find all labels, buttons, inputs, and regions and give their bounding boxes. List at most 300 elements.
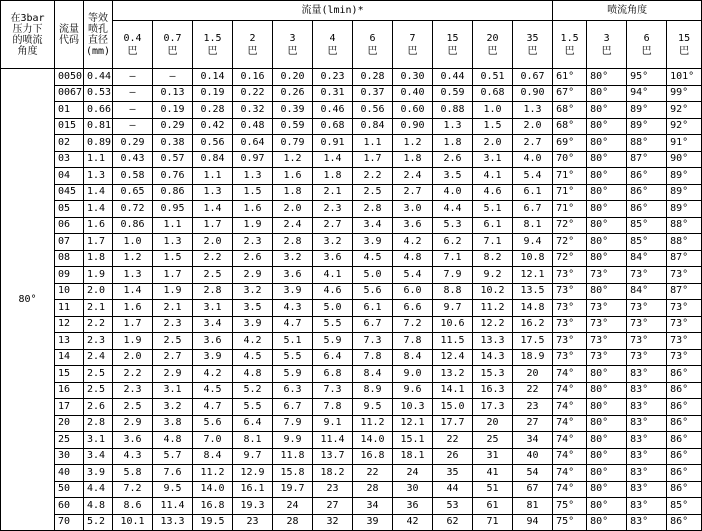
angle-cell: 80° bbox=[587, 283, 627, 300]
flow-cell: 1.5 bbox=[473, 118, 513, 135]
flow-cell: 6.7 bbox=[513, 201, 553, 218]
flow-cell: 24 bbox=[273, 498, 313, 515]
flow-cell: 0.38 bbox=[153, 135, 193, 152]
flow-cell: 11.5 bbox=[433, 333, 473, 350]
orifice-diameter-cell: 0.66 bbox=[84, 102, 113, 119]
flow-cell: 6.1 bbox=[513, 184, 553, 201]
orifice-diameter-cell: 1.7 bbox=[84, 234, 113, 251]
flow-cell: 6.7 bbox=[273, 399, 313, 416]
angle-cell: 80° bbox=[587, 498, 627, 515]
flow-cell: 4.2 bbox=[193, 366, 233, 383]
flow-cell: 2.5 bbox=[193, 267, 233, 284]
flow-cell: 16.8 bbox=[193, 498, 233, 515]
flow-cell: 0.20 bbox=[273, 69, 313, 86]
orifice-diameter-cell: 2.4 bbox=[84, 349, 113, 366]
angle-cell: 86° bbox=[667, 366, 702, 383]
flow-cell: 16.8 bbox=[353, 448, 393, 465]
angle-cell: 74° bbox=[553, 481, 587, 498]
flow-cell: 17.7 bbox=[433, 415, 473, 432]
header-flow-pressure: 0.4 巴 bbox=[113, 21, 153, 69]
angle-cell: 87° bbox=[667, 283, 702, 300]
flow-cell: 1.2 bbox=[113, 250, 153, 267]
flow-cell: 15.3 bbox=[473, 366, 513, 383]
flow-cell: 4.8 bbox=[233, 366, 273, 383]
flow-cell: 3.6 bbox=[193, 333, 233, 350]
angle-cell: 86° bbox=[627, 201, 667, 218]
flow-cell: 1.1 bbox=[193, 168, 233, 185]
flow-cell: 2.3 bbox=[113, 382, 153, 399]
angle-cell: 80° bbox=[587, 118, 627, 135]
angle-cell: 73° bbox=[587, 300, 627, 317]
angle-cell: 73° bbox=[667, 349, 702, 366]
flow-cell: 18.1 bbox=[393, 448, 433, 465]
orifice-diameter-cell: 5.2 bbox=[84, 514, 113, 531]
flow-cell: 4.5 bbox=[193, 382, 233, 399]
flow-cell: 27 bbox=[513, 415, 553, 432]
flow-code-cell: 05 bbox=[55, 201, 84, 218]
table-row bbox=[1, 201, 702, 218]
flow-cell: 2.5 bbox=[113, 399, 153, 416]
flow-cell: 0.16 bbox=[233, 69, 273, 86]
flow-cell: 9.1 bbox=[313, 415, 353, 432]
flow-code-cell: 07 bbox=[55, 234, 84, 251]
angle-cell: 71° bbox=[553, 201, 587, 218]
flow-cell: 2.9 bbox=[153, 366, 193, 383]
flow-cell: 7.6 bbox=[153, 465, 193, 482]
header-flow-pressure: 7 巴 bbox=[393, 21, 433, 69]
angle-cell: 92° bbox=[667, 102, 702, 119]
table-row bbox=[1, 366, 702, 383]
flow-cell: 26 bbox=[433, 448, 473, 465]
orifice-diameter-cell: 3.4 bbox=[84, 448, 113, 465]
flow-cell: 3.2 bbox=[313, 234, 353, 251]
flow-cell: 6.4 bbox=[313, 349, 353, 366]
flow-cell: 8.4 bbox=[193, 448, 233, 465]
angle-cell: 73° bbox=[553, 267, 587, 284]
orifice-diameter-cell: 1.1 bbox=[84, 151, 113, 168]
flow-cell: 9.4 bbox=[513, 234, 553, 251]
angle-cell: 68° bbox=[553, 118, 587, 135]
flow-cell: 2.8 bbox=[353, 201, 393, 218]
angle-cell: 84° bbox=[627, 283, 667, 300]
flow-cell: 0.29 bbox=[153, 118, 193, 135]
flow-cell: 16.3 bbox=[473, 382, 513, 399]
angle-cell: 83° bbox=[627, 415, 667, 432]
flow-cell: 0.59 bbox=[433, 85, 473, 102]
flow-cell: 0.28 bbox=[193, 102, 233, 119]
flow-cell: 5.5 bbox=[273, 349, 313, 366]
flow-code-cell: 17 bbox=[55, 399, 84, 416]
flow-cell: 2.3 bbox=[313, 201, 353, 218]
flow-cell: 1.3 bbox=[113, 267, 153, 284]
header-flow-pressure: 6 巴 bbox=[353, 21, 393, 69]
orifice-diameter-cell: 1.9 bbox=[84, 267, 113, 284]
angle-cell: 73° bbox=[553, 333, 587, 350]
flow-cell: 4.3 bbox=[113, 448, 153, 465]
angle-cell: 83° bbox=[627, 498, 667, 515]
flow-cell: 1.9 bbox=[153, 283, 193, 300]
flow-cell: 5.6 bbox=[193, 415, 233, 432]
flow-cell: 1.3 bbox=[233, 168, 273, 185]
flow-cell: 3.6 bbox=[113, 432, 153, 449]
table-row bbox=[1, 498, 702, 515]
flow-cell: 4.2 bbox=[393, 234, 433, 251]
flow-cell: 0.91 bbox=[313, 135, 353, 152]
flow-cell: 0.23 bbox=[313, 69, 353, 86]
flow-cell: 3.4 bbox=[193, 316, 233, 333]
table-row bbox=[1, 349, 702, 366]
flow-cell: 3.2 bbox=[233, 283, 273, 300]
angle-cell: 72° bbox=[553, 217, 587, 234]
angle-cell: 74° bbox=[553, 382, 587, 399]
flow-cell: 1.6 bbox=[113, 300, 153, 317]
flow-cell: 8.9 bbox=[353, 382, 393, 399]
angle-cell: 73° bbox=[587, 333, 627, 350]
table-row bbox=[1, 432, 702, 449]
flow-cell: 7.8 bbox=[353, 349, 393, 366]
flow-cell: 19.5 bbox=[193, 514, 233, 531]
flow-cell: 1.4 bbox=[193, 201, 233, 218]
header-angle-pressure: 15 巴 bbox=[667, 21, 702, 69]
flow-cell: 4.1 bbox=[473, 168, 513, 185]
flow-cell: 6.3 bbox=[273, 382, 313, 399]
flow-cell: 8.4 bbox=[393, 349, 433, 366]
angle-cell: 91° bbox=[667, 135, 702, 152]
table-row bbox=[1, 399, 702, 416]
flow-cell: – bbox=[113, 102, 153, 119]
angle-cell: 80° bbox=[587, 250, 627, 267]
flow-cell: 2.6 bbox=[433, 151, 473, 168]
flow-cell: 23 bbox=[233, 514, 273, 531]
flow-cell: 20 bbox=[513, 366, 553, 383]
flow-cell: 8.6 bbox=[113, 498, 153, 515]
flow-cell: 11.4 bbox=[313, 432, 353, 449]
flow-cell: 0.32 bbox=[233, 102, 273, 119]
flow-cell: 34 bbox=[353, 498, 393, 515]
flow-cell: 6.0 bbox=[393, 283, 433, 300]
flow-cell: 13.2 bbox=[433, 366, 473, 383]
orifice-diameter-cell: 1.4 bbox=[84, 184, 113, 201]
flow-cell: 15.0 bbox=[433, 399, 473, 416]
angle-cell: 74° bbox=[553, 366, 587, 383]
flow-cell: 3.4 bbox=[353, 217, 393, 234]
flow-cell: 1.8 bbox=[313, 168, 353, 185]
flow-cell: 10.3 bbox=[393, 399, 433, 416]
flow-cell: 7.1 bbox=[433, 250, 473, 267]
flow-cell: 12.9 bbox=[233, 465, 273, 482]
flow-cell: 2.1 bbox=[153, 300, 193, 317]
angle-cell: 80° bbox=[587, 399, 627, 416]
header-flow-pressure: 20 巴 bbox=[473, 21, 513, 69]
flow-code-cell: 16 bbox=[55, 382, 84, 399]
flow-cell: 0.37 bbox=[353, 85, 393, 102]
angle-cell: 69° bbox=[553, 135, 587, 152]
flow-cell: 42 bbox=[393, 514, 433, 531]
flow-cell: 3.5 bbox=[233, 300, 273, 317]
flow-cell: 5.1 bbox=[273, 333, 313, 350]
angle-cell: 80° bbox=[587, 135, 627, 152]
flow-cell: 0.60 bbox=[393, 102, 433, 119]
flow-code-cell: 20 bbox=[55, 415, 84, 432]
angle-cell: 80° bbox=[587, 514, 627, 531]
flow-cell: 3.9 bbox=[233, 316, 273, 333]
flow-cell: 0.30 bbox=[393, 69, 433, 86]
flow-cell: 18.2 bbox=[313, 465, 353, 482]
flow-cell: 0.86 bbox=[113, 217, 153, 234]
flow-cell: 7.1 bbox=[473, 234, 513, 251]
flow-cell: 10.1 bbox=[113, 514, 153, 531]
flow-code-cell: 03 bbox=[55, 151, 84, 168]
flow-cell: 1.2 bbox=[273, 151, 313, 168]
header-angle-pressure: 6 巴 bbox=[627, 21, 667, 69]
header-flow-pressure: 15 巴 bbox=[433, 21, 473, 69]
flow-cell: 0.28 bbox=[353, 69, 393, 86]
flow-code-cell: 10 bbox=[55, 283, 84, 300]
flow-cell: 0.13 bbox=[153, 85, 193, 102]
flow-cell: 0.26 bbox=[273, 85, 313, 102]
orifice-diameter-cell: 2.8 bbox=[84, 415, 113, 432]
header-flow-pressure: 0.7 巴 bbox=[153, 21, 193, 69]
flow-cell: 4.2 bbox=[233, 333, 273, 350]
flow-code-cell: 01 bbox=[55, 102, 84, 119]
flow-code-cell: 0067 bbox=[55, 85, 84, 102]
angle-cell: 83° bbox=[627, 448, 667, 465]
flow-cell: 44 bbox=[433, 481, 473, 498]
orifice-diameter-cell: 3.1 bbox=[84, 432, 113, 449]
angle-cell: 74° bbox=[553, 432, 587, 449]
flow-cell: 5.5 bbox=[313, 316, 353, 333]
flow-cell: 12.4 bbox=[433, 349, 473, 366]
angle-cell: 73° bbox=[587, 316, 627, 333]
flow-code-cell: 04 bbox=[55, 168, 84, 185]
angle-cell: 86° bbox=[667, 432, 702, 449]
flow-cell: 7.9 bbox=[433, 267, 473, 284]
flow-cell: 3.9 bbox=[193, 349, 233, 366]
flow-cell: 2.3 bbox=[233, 234, 273, 251]
flow-cell: 2.1 bbox=[313, 184, 353, 201]
flow-code-cell: 40 bbox=[55, 465, 84, 482]
flow-cell: 4.0 bbox=[433, 184, 473, 201]
angle-cell: 73° bbox=[553, 349, 587, 366]
flow-cell: 4.8 bbox=[153, 432, 193, 449]
flow-cell: 4.7 bbox=[273, 316, 313, 333]
flow-cell: 0.51 bbox=[473, 69, 513, 86]
flow-cell: 9.2 bbox=[473, 267, 513, 284]
flow-cell: 7.3 bbox=[313, 382, 353, 399]
flow-cell: 2.9 bbox=[233, 267, 273, 284]
angle-cell: 72° bbox=[553, 250, 587, 267]
angle-cell: 89° bbox=[667, 201, 702, 218]
flow-cell: 39 bbox=[353, 514, 393, 531]
flow-cell: 0.88 bbox=[433, 102, 473, 119]
flow-cell: 0.59 bbox=[273, 118, 313, 135]
angle-cell: 73° bbox=[553, 300, 587, 317]
angle-cell: 80° bbox=[587, 184, 627, 201]
flow-cell: 8.1 bbox=[233, 432, 273, 449]
flow-cell: 3.9 bbox=[353, 234, 393, 251]
angle-cell: 74° bbox=[553, 465, 587, 482]
table-row bbox=[1, 333, 702, 350]
flow-cell: 16.1 bbox=[233, 481, 273, 498]
flow-cell: 1.7 bbox=[193, 217, 233, 234]
angle-cell: 73° bbox=[667, 333, 702, 350]
flow-cell: 0.22 bbox=[233, 85, 273, 102]
angle-cell: 71° bbox=[553, 168, 587, 185]
flow-cell: 7.0 bbox=[193, 432, 233, 449]
table-row bbox=[1, 168, 702, 185]
flow-cell: 1.3 bbox=[433, 118, 473, 135]
flow-cell: 2.9 bbox=[113, 415, 153, 432]
flow-cell: 5.4 bbox=[393, 267, 433, 284]
angle-cell: 85° bbox=[627, 234, 667, 251]
angle-cell: 74° bbox=[553, 399, 587, 416]
angle-cell: 101° bbox=[667, 69, 702, 86]
table-row bbox=[1, 300, 702, 317]
header-angle-pressure: 1.5 巴 bbox=[553, 21, 587, 69]
flow-cell: 4.4 bbox=[433, 201, 473, 218]
flow-cell: 12.2 bbox=[473, 316, 513, 333]
flow-cell: 9.7 bbox=[233, 448, 273, 465]
flow-code-cell: 25 bbox=[55, 432, 84, 449]
flow-cell: 8.1 bbox=[513, 217, 553, 234]
angle-cell: 73° bbox=[553, 316, 587, 333]
flow-code-cell: 50 bbox=[55, 481, 84, 498]
flow-cell: 11.2 bbox=[473, 300, 513, 317]
flow-cell: 16.2 bbox=[513, 316, 553, 333]
flow-cell: 1.4 bbox=[313, 151, 353, 168]
flow-cell: 0.40 bbox=[393, 85, 433, 102]
angle-cell: 87° bbox=[627, 151, 667, 168]
flow-cell: 9.9 bbox=[273, 432, 313, 449]
flow-cell: 3.2 bbox=[273, 250, 313, 267]
angle-cell: 80° bbox=[587, 465, 627, 482]
flow-cell: 22 bbox=[353, 465, 393, 482]
flow-cell: 0.86 bbox=[153, 184, 193, 201]
flow-cell: 0.58 bbox=[113, 168, 153, 185]
flow-cell: 0.90 bbox=[393, 118, 433, 135]
angle-cell: 73° bbox=[667, 316, 702, 333]
flow-cell: 20 bbox=[473, 415, 513, 432]
flow-code-cell: 60 bbox=[55, 498, 84, 515]
angle-cell: 70° bbox=[553, 151, 587, 168]
angle-cell: 80° bbox=[587, 415, 627, 432]
flow-cell: 10.8 bbox=[513, 250, 553, 267]
orifice-diameter-cell: 1.3 bbox=[84, 168, 113, 185]
flow-cell: 7.3 bbox=[353, 333, 393, 350]
angle-cell: 86° bbox=[667, 481, 702, 498]
flow-cell: 5.3 bbox=[433, 217, 473, 234]
flow-cell: 0.29 bbox=[113, 135, 153, 152]
angle-cell: 80° bbox=[587, 481, 627, 498]
flow-cell: 23 bbox=[313, 481, 353, 498]
flow-cell: 5.4 bbox=[513, 168, 553, 185]
flow-cell: 5.9 bbox=[273, 366, 313, 383]
flow-cell: 61 bbox=[473, 498, 513, 515]
flow-cell: 10.6 bbox=[433, 316, 473, 333]
flow-cell: 5.6 bbox=[353, 283, 393, 300]
flow-cell: 0.19 bbox=[153, 102, 193, 119]
orifice-diameter-cell: 0.89 bbox=[84, 135, 113, 152]
flow-code-cell: 13 bbox=[55, 333, 84, 350]
header-flow-pressure: 35 巴 bbox=[513, 21, 553, 69]
flow-cell: 5.5 bbox=[233, 399, 273, 416]
angle-cell: 73° bbox=[667, 300, 702, 317]
flow-cell: 13.3 bbox=[153, 514, 193, 531]
orifice-diameter-cell: 3.9 bbox=[84, 465, 113, 482]
angle-cell: 86° bbox=[667, 415, 702, 432]
angle-cell: 80° bbox=[587, 201, 627, 218]
flow-cell: 5.7 bbox=[153, 448, 193, 465]
angle-cell: 86° bbox=[627, 168, 667, 185]
flow-cell: 1.0 bbox=[113, 234, 153, 251]
flow-cell: 1.0 bbox=[473, 102, 513, 119]
flow-code-cell: 14 bbox=[55, 349, 84, 366]
flow-cell: 2.2 bbox=[353, 168, 393, 185]
flow-cell: 5.8 bbox=[113, 465, 153, 482]
flow-cell: 1.7 bbox=[153, 267, 193, 284]
flow-cell: 3.2 bbox=[153, 399, 193, 416]
flow-cell: 5.9 bbox=[313, 333, 353, 350]
flow-cell: 2.4 bbox=[273, 217, 313, 234]
angle-cell: 86° bbox=[667, 465, 702, 482]
flow-cell: 2.4 bbox=[393, 168, 433, 185]
flow-code-cell: 06 bbox=[55, 217, 84, 234]
flow-cell: 4.5 bbox=[233, 349, 273, 366]
flow-cell: 4.6 bbox=[313, 283, 353, 300]
flow-cell: 0.56 bbox=[353, 102, 393, 119]
flow-cell: 6.2 bbox=[433, 234, 473, 251]
flow-cell: 27 bbox=[313, 498, 353, 515]
table-row bbox=[1, 184, 702, 201]
angle-cell: 80° bbox=[587, 448, 627, 465]
flow-cell: 7.9 bbox=[273, 415, 313, 432]
header-flow-pressure: 4 巴 bbox=[313, 21, 353, 69]
flow-cell: 9.7 bbox=[433, 300, 473, 317]
flow-cell: 3.1 bbox=[193, 300, 233, 317]
flow-cell: 0.68 bbox=[313, 118, 353, 135]
angle-cell: 84° bbox=[627, 250, 667, 267]
flow-cell: 9.0 bbox=[393, 366, 433, 383]
flow-cell: 8.2 bbox=[473, 250, 513, 267]
flow-code-cell: 045 bbox=[55, 184, 84, 201]
flow-cell: 13.3 bbox=[473, 333, 513, 350]
table-row bbox=[1, 481, 702, 498]
angle-cell: 83° bbox=[627, 366, 667, 383]
angle-cell: 86° bbox=[667, 514, 702, 531]
orifice-diameter-cell: 2.1 bbox=[84, 300, 113, 317]
orifice-diameter-cell: 1.8 bbox=[84, 250, 113, 267]
flow-cell: 62 bbox=[433, 514, 473, 531]
orifice-diameter-cell: 0.53 bbox=[84, 85, 113, 102]
flow-code-cell: 09 bbox=[55, 267, 84, 284]
flow-cell: – bbox=[113, 85, 153, 102]
flow-cell: 8.4 bbox=[353, 366, 393, 383]
table-row bbox=[1, 217, 702, 234]
flow-cell: 3.1 bbox=[153, 382, 193, 399]
angle-cell: 68° bbox=[553, 102, 587, 119]
angle-cell: 89° bbox=[627, 118, 667, 135]
spray-angle-at-3bar-cell: 80° bbox=[1, 69, 55, 531]
flow-cell: 17.5 bbox=[513, 333, 553, 350]
angle-cell: 83° bbox=[627, 382, 667, 399]
orifice-diameter-cell: 2.5 bbox=[84, 366, 113, 383]
table-row bbox=[1, 415, 702, 432]
flow-cell: 0.95 bbox=[153, 201, 193, 218]
flow-code-cell: 15 bbox=[55, 366, 84, 383]
orifice-diameter-cell: 1.4 bbox=[84, 201, 113, 218]
angle-cell: 83° bbox=[627, 399, 667, 416]
flow-cell: 81 bbox=[513, 498, 553, 515]
